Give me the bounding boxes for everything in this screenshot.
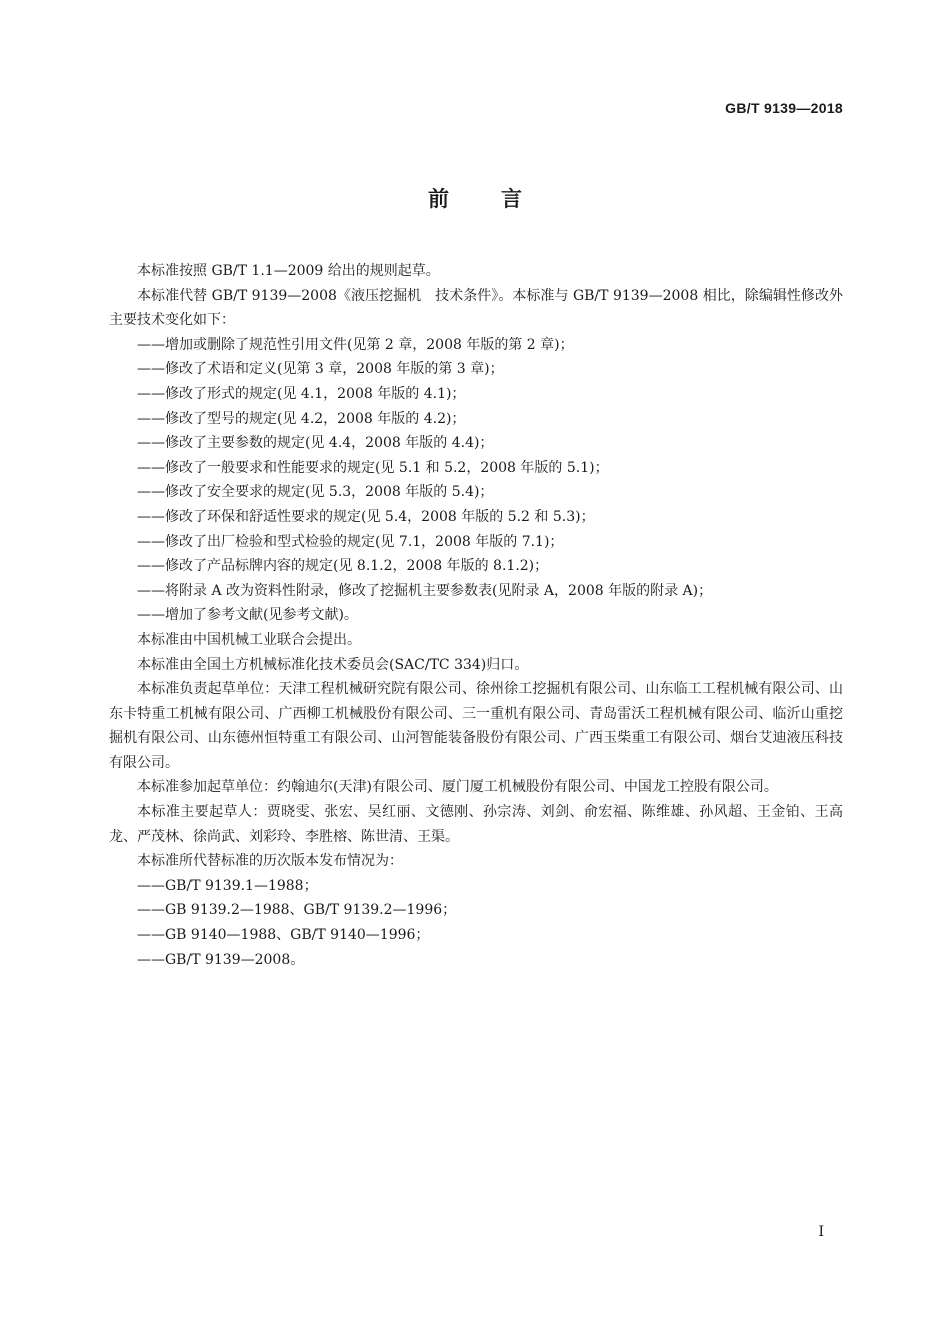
change-item: ——修改了安全要求的规定(见 5.3，2008 年版的 5.4)；	[137, 484, 494, 501]
change-item: ——修改了出厂检验和型式检验的规定(见 7.1，2008 年版的 7.1)；	[137, 533, 564, 550]
change-item: ——修改了一般要求和性能要求的规定(见 5.1 和 5.2，2008 年版的 5.1)；	[137, 459, 609, 476]
paragraph-lead-drafters: 本标准负责起草单位：天津工程机械研究院有限公司、徐州徐工挖掘机有限公司、山东临工工程机械有限公司、山东卡特重工机械有限公司、广西柳工机械股份有限公司、三一重机有限公司、青岛雷沃工程机械有限公司、临沂山重挖掘机有限公司、山东德州恒特重工有限公司、山河智能装备股份有限公司、广西玉柴重工有限公司、烟台艾迪液压科技有限公司。	[109, 681, 843, 771]
paragraph-history-intro: 本标准所代替标准的历次版本发布情况为：	[137, 853, 403, 870]
change-item: ——增加了参考文献(见参考文献)。	[137, 607, 358, 624]
change-item: ——修改了环保和舒适性要求的规定(见 5.4，2008 年版的 5.2 和 5.3)；	[137, 508, 595, 525]
paragraph-main-drafters: 本标准主要起草人：贾晓雯、张宏、吴红丽、文德刚、孙宗涛、刘剑、俞宏福、陈维雄、孙风超、王金铂、王高龙、严茂林、徐尚武、刘彩玲、李胜榕、陈世清、王渠。	[109, 804, 843, 845]
paragraph-participating-drafters: 本标准参加起草单位：约翰迪尔(天津)有限公司、厦门厦工机械股份有限公司、中国龙工控股有限公司。	[137, 779, 778, 796]
history-item: ——GB 9139.2—1988、GB/T 9139.2—1996；	[137, 902, 457, 919]
change-item: ——修改了型号的规定(见 4.2，2008 年版的 4.2)；	[137, 410, 466, 427]
foreword-body	[109, 259, 843, 972]
change-item: ——修改了产品标牌内容的规定(见 8.1.2，2008 年版的 8.1.2)；	[137, 558, 549, 575]
paragraph-replacement: 本标准代替 GB/T 9139—2008《液压挖掘机 技术条件》。本标准与 GB/T 9139—2008 相比，除编辑性修改外主要技术变化如下：	[109, 287, 843, 329]
page-title: 前言	[428, 187, 574, 211]
history-item: ——GB/T 9139.1—1988；	[137, 877, 318, 894]
history-list	[109, 874, 843, 972]
paragraph-technical-committee: 本标准由全国土方机械标准化技术委员会(SAC/TC 334)归口。	[137, 656, 529, 673]
page-number: I	[818, 1224, 824, 1240]
paragraph-drafting-rules: 本标准按照 GB/T 1.1—2009 给出的规则起草。	[137, 263, 440, 279]
change-item: ——修改了主要参数的规定(见 4.4，2008 年版的 4.4)；	[137, 435, 494, 452]
standard-code: GB/T 9139—2018	[725, 100, 843, 116]
history-item: ——GB/T 9139—2008。	[137, 951, 305, 968]
history-item: ——GB 9140—1988、GB/T 9140—1996；	[137, 927, 430, 944]
change-item: ——将附录 A 改为资料性附录，修改了挖掘机主要参数表(见附录 A，2008 年版的附录 A)；	[137, 582, 713, 599]
paragraph-proposer: 本标准由中国机械工业联合会提出。	[137, 631, 361, 648]
change-item: ——修改了术语和定义(见第 3 章，2008 年版的第 3 章)；	[137, 361, 504, 378]
changes-list	[109, 333, 843, 628]
change-item: ——增加或删除了规范性引用文件(见第 2 章，2008 年版的第 2 章)；	[137, 336, 574, 353]
change-item: ——修改了形式的规定(见 4.1，2008 年版的 4.1)；	[137, 385, 466, 402]
